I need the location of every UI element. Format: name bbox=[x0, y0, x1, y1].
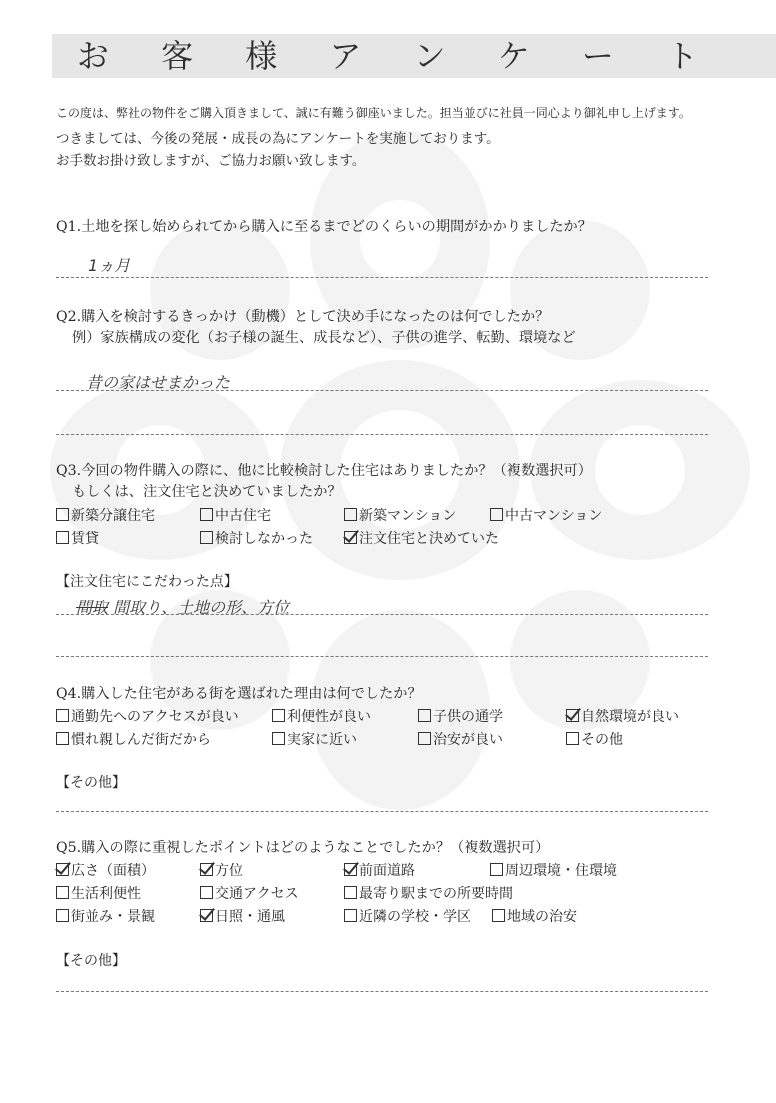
checkbox-checked[interactable] bbox=[344, 863, 357, 876]
q5-other-label: 【その他】 bbox=[56, 953, 126, 969]
q2-example: 例）家族構成の変化（お子様の誕生、成長など）、子供の進学、転勤、環境など bbox=[72, 330, 576, 346]
q2-answer: 昔の家はせまかった bbox=[86, 373, 231, 392]
q4-option-other[interactable]: その他 bbox=[566, 729, 623, 749]
q4-other-line bbox=[56, 811, 708, 812]
checkbox[interactable] bbox=[490, 508, 503, 521]
q5-other-line bbox=[56, 991, 708, 992]
q4-option-school[interactable]: 子供の通学 bbox=[418, 706, 503, 726]
checkbox-checked[interactable] bbox=[200, 863, 213, 876]
checkbox[interactable] bbox=[566, 732, 579, 745]
q4-option-safety[interactable]: 治安が良い bbox=[418, 729, 503, 749]
checkbox[interactable] bbox=[492, 909, 505, 922]
intro-line-3: お手数お掛け致しますが、ご協力お願い致します。 bbox=[56, 153, 366, 169]
q4-option-near-parents[interactable]: 実家に近い bbox=[272, 729, 357, 749]
checkbox[interactable] bbox=[490, 863, 503, 876]
q1-question: Q1.土地を探し始められてから購入に至るまでどのくらいの期間がかかりましたか？ bbox=[56, 219, 592, 235]
q5-option-living-convenience[interactable]: 生活利便性 bbox=[56, 883, 141, 903]
q3-option-custom-house[interactable]: 注文住宅と決めていた bbox=[344, 528, 499, 548]
intro-line-1: この度は、弊社の物件をご購入頂きまして、誠に有難う御座いました。担当並びに社員一同心より御礼申し上げます。 bbox=[56, 106, 691, 120]
q5-option-area-safety[interactable]: 地域の治安 bbox=[492, 906, 577, 926]
q5-option-front-road[interactable]: 前面道路 bbox=[344, 860, 415, 880]
checkbox[interactable] bbox=[56, 732, 69, 745]
q4-option-familiar-town[interactable]: 慣れ親しんだ街だから bbox=[56, 729, 211, 749]
checkbox[interactable] bbox=[344, 909, 357, 922]
q3-option-new-condo[interactable]: 新築マンション bbox=[344, 505, 456, 525]
checkbox[interactable] bbox=[56, 886, 69, 899]
checkbox-checked[interactable] bbox=[56, 863, 69, 876]
checkbox[interactable] bbox=[56, 508, 69, 521]
q3-option-used-house[interactable]: 中古住宅 bbox=[200, 505, 271, 525]
q2-answer-line-1 bbox=[56, 390, 708, 391]
checkbox[interactable] bbox=[272, 732, 285, 745]
q2-answer-line-2 bbox=[56, 434, 708, 435]
page-title: お 客 様 ア ン ケ ー ト bbox=[76, 37, 720, 75]
checkbox[interactable] bbox=[200, 508, 213, 521]
q3-option-new-built-house[interactable]: 新築分譲住宅 bbox=[56, 505, 155, 525]
checkbox[interactable] bbox=[418, 732, 431, 745]
q3-option-no-comparison[interactable]: 検討しなかった bbox=[200, 528, 313, 548]
q3-section-label: 【注文住宅にこだわった点】 bbox=[56, 574, 238, 590]
q3-answer-line-1 bbox=[56, 614, 708, 615]
q4-option-convenience[interactable]: 利便性が良い bbox=[272, 706, 371, 726]
q1-answer-line bbox=[56, 277, 708, 278]
checkbox[interactable] bbox=[344, 886, 357, 899]
q2-question: Q2.購入を検討するきっかけ（動機）として決め手になったのは何でしたか？ bbox=[56, 309, 550, 325]
q5-option-surroundings[interactable]: 周辺環境・住環境 bbox=[490, 860, 617, 880]
checkbox-checked[interactable] bbox=[200, 909, 213, 922]
checkbox[interactable] bbox=[344, 508, 357, 521]
q4-option-commute[interactable]: 通勤先へのアクセスが良い bbox=[56, 706, 239, 726]
checkbox[interactable] bbox=[418, 709, 431, 722]
q3-question: Q3.今回の物件購入の際に、他に比較検討した住宅はありましたか？（複数選択可） bbox=[56, 463, 592, 479]
q3-answer-line-2 bbox=[56, 656, 708, 657]
q5-question: Q5.購入の際に重視したポイントはどのようなことでしたか？（複数選択可） bbox=[56, 840, 550, 856]
q4-option-nature[interactable]: 自然環境が良い bbox=[566, 706, 679, 726]
checkbox-checked[interactable] bbox=[566, 709, 579, 722]
checkbox[interactable] bbox=[200, 886, 213, 899]
q4-question: Q4.購入した住宅がある街を選ばれた理由は何でしたか？ bbox=[56, 686, 422, 702]
q3-answer-text: 間取り、土地の形、方位 bbox=[113, 598, 290, 617]
checkbox-checked[interactable] bbox=[344, 531, 357, 544]
checkbox[interactable] bbox=[200, 531, 213, 544]
q5-option-size[interactable]: 広さ（面積） bbox=[56, 860, 155, 880]
q3-option-used-condo[interactable]: 中古マンション bbox=[490, 505, 602, 525]
q5-option-sunlight[interactable]: 日照・通風 bbox=[200, 906, 285, 926]
checkbox[interactable] bbox=[56, 909, 69, 922]
q3-option-rental[interactable]: 賃貸 bbox=[56, 528, 99, 548]
q5-option-orientation[interactable]: 方位 bbox=[200, 860, 243, 880]
q5-option-transport[interactable]: 交通アクセス bbox=[200, 883, 299, 903]
checkbox[interactable] bbox=[272, 709, 285, 722]
checkbox[interactable] bbox=[56, 709, 69, 722]
q1-answer: 1ヵ月 bbox=[88, 256, 131, 275]
intro-line-2: つきましては、今後の発展・成長の為にアンケートを実施しております。 bbox=[56, 131, 500, 147]
q5-option-station-time[interactable]: 最寄り駅までの所要時間 bbox=[344, 883, 513, 903]
q5-option-townscape[interactable]: 街並み・景観 bbox=[56, 906, 155, 926]
q4-other-label: 【その他】 bbox=[56, 775, 126, 791]
q3-question-2: もしくは、注文住宅と決めていましたか？ bbox=[72, 484, 342, 500]
checkbox[interactable] bbox=[56, 531, 69, 544]
q3-struck-text: 間取 bbox=[76, 598, 109, 617]
q5-option-school-district[interactable]: 近隣の学校・学区 bbox=[344, 906, 471, 926]
